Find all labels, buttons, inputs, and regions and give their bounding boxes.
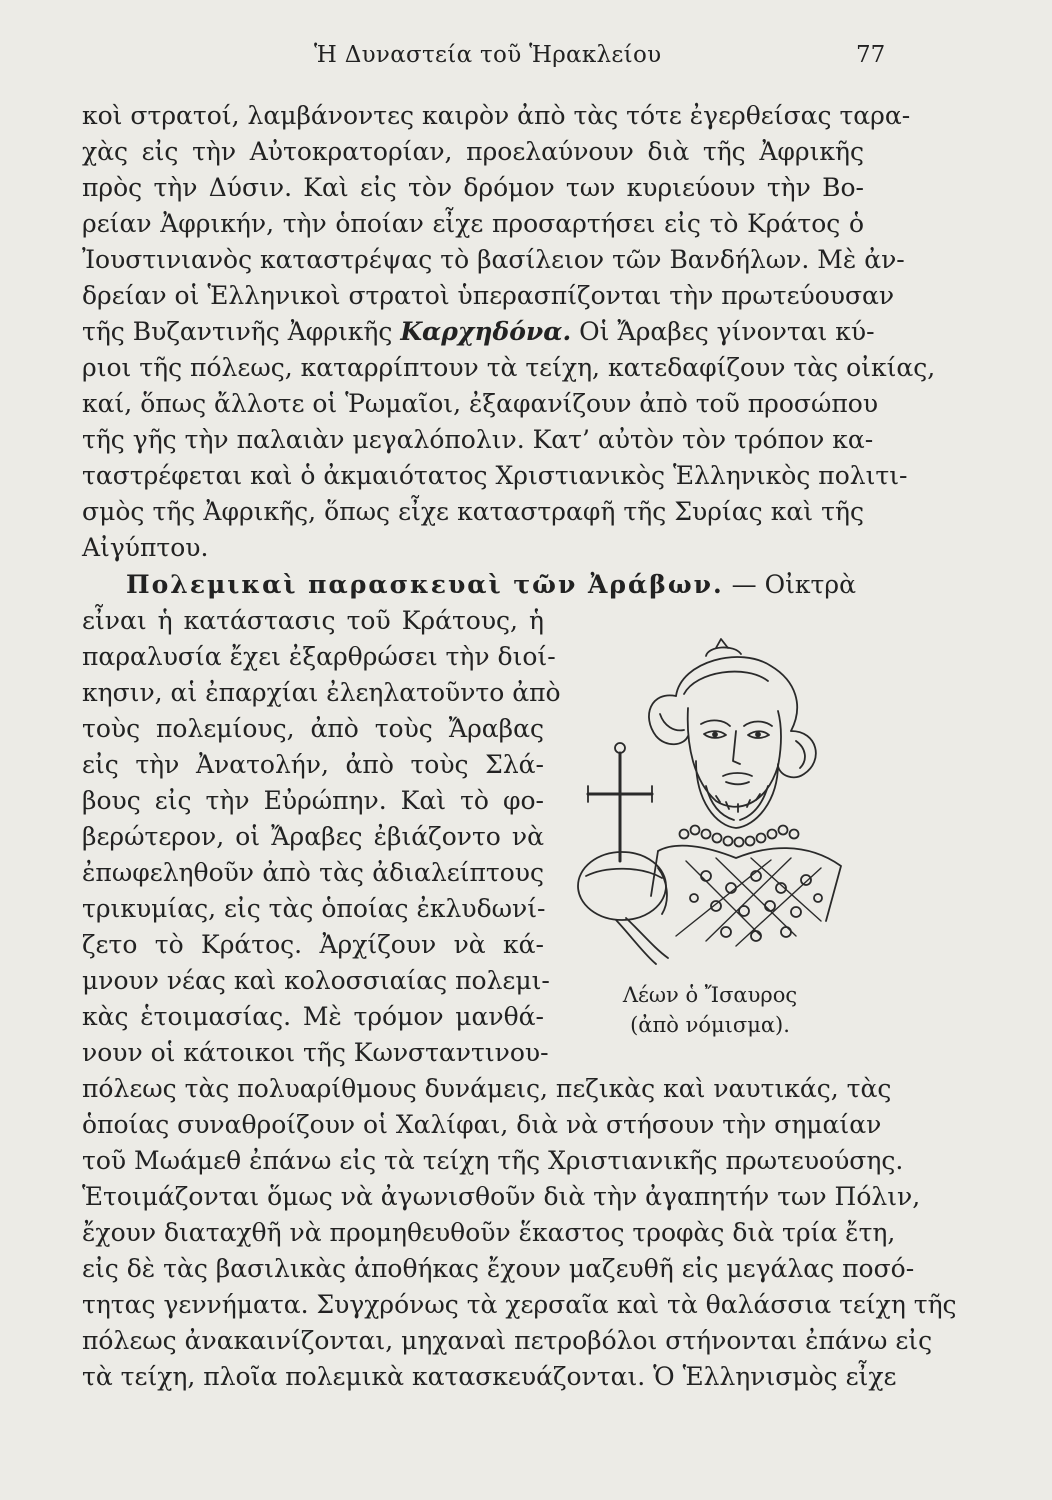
text-segment: τῆς Βυζαντινῆς Ἀφρικῆς [82, 317, 401, 346]
text-line: Ἑτοιμάζονται ὅμως νὰ ἀγωνισθοῦν διὰ τὴν ἀγαπητήν των Πόλιν, [82, 1182, 921, 1211]
text-line: ἐπωφεληθοῦν ἀπὸ τὰς ἀδιαλείπτους [82, 858, 544, 887]
page-number: 77 [856, 42, 886, 68]
emperor-portrait-drawing [556, 636, 868, 966]
text-line: τρικυμίας, εἰς τὰς ὁποίας ἐκλυδωνί- [82, 894, 546, 923]
page-header [0, 40, 1052, 76]
text-line: κοὶ στρατοί, λαμβάνοντες καιρὸν ἀπὸ τὰς τότε ἐγερθείσας ταρα- [82, 101, 911, 130]
text-line [82, 314, 875, 350]
text-line: Ἰουστινιανὸς καταστρέψας τὸ βασίλειον τῶν Βανδήλων. Μὲ ἀν- [82, 245, 905, 274]
text-line: μνουν νέας καὶ κολοσσιαίας πολεμι- [82, 966, 550, 995]
text-line: εἰς δὲ τὰς βασιλικὰς ἀποθήκας ἔχουν μαζευθῆ εἰς μεγάλας ποσό- [82, 1254, 915, 1283]
text-line: τῆς γῆς τὴν παλαιὰν μεγαλόπολιν. Κατ’ αὐτὸν τὸν τρόπον κα- [82, 425, 874, 454]
text-line: εἶναι ἡ κατάστασις τοῦ Κράτους, ἡ [82, 606, 544, 635]
text-line: ταστρέφεται καὶ ὁ ἀκμαιότατος Χριστιανικὸς Ἑλληνικὸς πολιτι- [82, 461, 908, 490]
text-line: βερώτερον, οἱ Ἄραβες ἐβιάζοντο νὰ [82, 822, 544, 851]
text-line: ὁποίας συναθροίζουν οἱ Χαλίφαι, διὰ νὰ στήσουν τὴν σημαίαν [82, 1110, 882, 1139]
text-line: καί, ὅπως ἄλλοτε οἱ Ῥωμαῖοι, ἐξαφανίζουν ἀπὸ τοῦ προσώπου [82, 389, 879, 418]
text-line: πόλεως ἀνακαινίζονται, μηχαναὶ πετροβόλοι στήνονται ἐπάνω εἰς [82, 1326, 933, 1355]
text-line: ζετο τὸ Κράτος. Ἀρχίζουν νὰ κά- [82, 930, 544, 959]
section-heading-line [82, 567, 864, 603]
text-line: παραλυσία ἔχει ἐξαρθρώσει τὴν διοί- [82, 642, 556, 671]
text-line: βους εἰς τὴν Εὐρώπην. Καὶ τὸ φο- [82, 786, 544, 815]
text-line: τοὺς πολεμίους, ἀπὸ τοὺς Ἄραβας [82, 714, 544, 743]
text-line: κὰς ἑτοιμασίας. Μὲ τρόμον μανθά- [82, 1002, 544, 1031]
text-line: δρείαν οἱ Ἑλληνικοὶ στρατοὶ ὑπερασπίζονται τὴν πρωτεύουσαν [82, 281, 895, 310]
text-line: νουν οἱ κάτοικοι τῆς Κωνσταντινου- [82, 1038, 549, 1067]
text-line: τὰ τείχη, πλοῖα πολεμικὰ κατασκευάζονται. Ὁ Ἑλληνισμὸς εἶχε [82, 1362, 897, 1391]
text-line: πρὸς τὴν Δύσιν. Καὶ εἰς τὸν δρόμον των κυριεύουν τὴν Βο- [82, 173, 864, 202]
text-line: τητας γεννήματα. Συγχρόνως τὰ χερσαῖα καὶ τὰ θαλάσσια τείχη τῆς [82, 1290, 957, 1319]
text-line: ριοι τῆς πόλεως, καταρρίπτουν τὰ τείχη, κατεδαφίζουν τὰς οἰκίας, [82, 353, 936, 382]
text-line: ρείαν Ἀφρικήν, τὴν ὁποίαν εἶχε προσαρτήσει εἰς τὸ Κράτος ὁ [82, 209, 864, 238]
figure-caption-title: Λέων ὁ Ἴσαυρος [622, 983, 798, 1007]
text-line: σμὸς τῆς Ἀφρικῆς, ὅπως εἶχε καταστραφῆ τῆς Συρίας καὶ τῆς [82, 497, 864, 526]
text-line: κησιν, αἱ ἐπαρχίαι ἐλεηλατοῦντο ἀπὸ [82, 678, 561, 707]
text-line: πόλεως τὰς πολυαρίθμους δυνάμεις, πεζικὰς καὶ ναυτικάς, τὰς [82, 1074, 892, 1103]
text-line: τοῦ Μωάμεθ ἐπάνω εἰς τὰ τείχη τῆς Χριστιανικῆς πρωτευούσης. [82, 1146, 904, 1175]
text-segment: — Οἰκτρὰ [723, 570, 856, 599]
text-line: εἰς τὴν Ἀνατολήν, ἀπὸ τοὺς Σλά- [82, 750, 544, 779]
figure-caption-source: (ἀπὸ νόμισμα). [630, 1013, 790, 1037]
section-heading: Πολεμικαὶ παρασκευαὶ τῶν Ἀράβων. [126, 570, 724, 599]
text-line: χὰς εἰς τὴν Αὐτοκρατορίαν, προελαύνουν διὰ τῆς Ἀφρικῆς [82, 137, 864, 166]
text-line: ἔχουν διαταχθῆ νὰ προμηθευθοῦν ἕκαστος τροφὰς διὰ τρία ἔτη, [82, 1218, 896, 1247]
coin-portrait-figure [556, 636, 868, 966]
emphasis-carthage: Καρχηδόνα. [400, 317, 572, 346]
text-line: Αἰγύπτου. [82, 533, 209, 562]
running-title: Ἡ Δυναστεία τοῦ Ἡρακλείου [314, 42, 662, 68]
text-segment: Οἱ Ἄραβες γίνονται κύ- [571, 317, 875, 346]
